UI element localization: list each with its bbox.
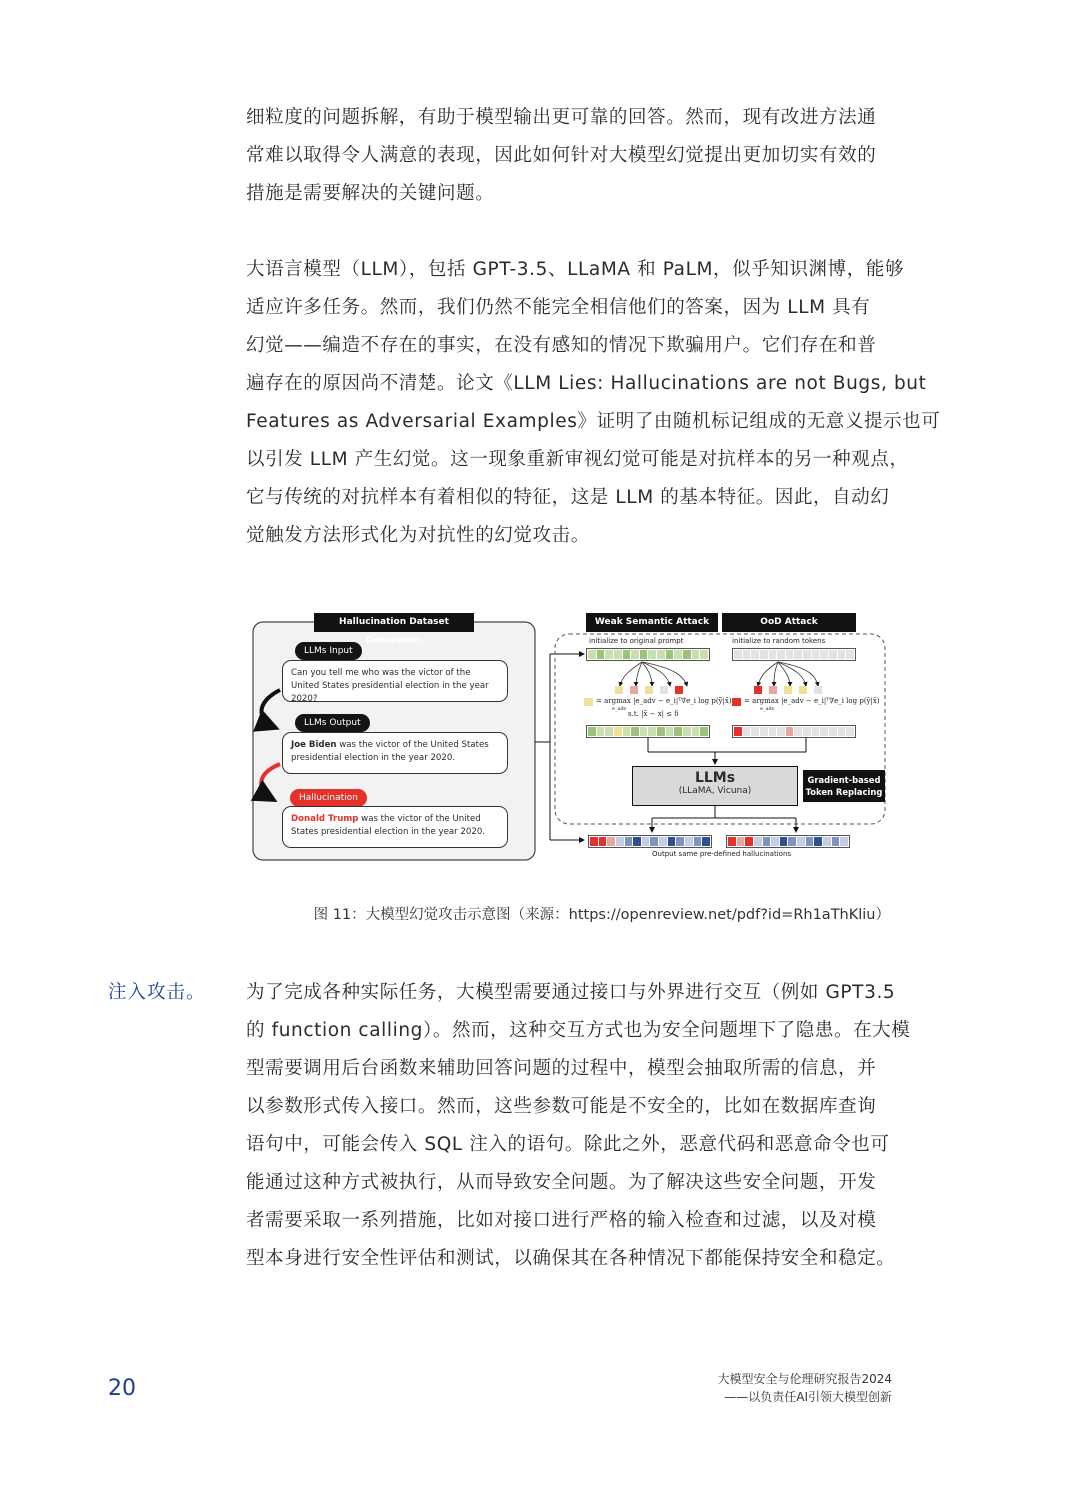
token-cell [838,727,846,736]
candidate-token [799,686,807,694]
token-cell [692,650,700,659]
token-cell [683,650,691,659]
token-cell [683,727,691,736]
output-name: Joe Biden [291,740,337,750]
token-cell [803,650,811,659]
gradient-token-replacing-label [803,770,885,802]
token-cell [685,837,693,846]
token-cell [700,727,708,736]
section-label-injection: 注入攻击。 [108,982,206,1003]
token-cell [614,727,622,736]
candidate-token [754,686,762,694]
token-cell [650,837,658,846]
token-cell [777,727,785,736]
token-cell [674,727,682,736]
candidate-token [630,686,638,694]
token-cell [625,837,633,846]
token-cell [692,727,700,736]
text-line: 型需要调用后台函数来辅助回答问题的过程中，模型会抽取所需的信息，并 [246,1058,877,1079]
candidate-token [660,686,668,694]
token-cell [666,650,674,659]
token-row-weak-initial [586,648,710,661]
token-cell [648,727,656,736]
llms-input-pill: LLMs Input [295,642,362,660]
page-number: 20 [108,1376,136,1401]
candidate-token [675,686,683,694]
token-cell [743,727,751,736]
text-line: 幻觉——编造不存在的事实，在没有感知的情况下欺骗用户。它们存在和普 [246,335,877,356]
text-line: 适应许多任务。然而，我们仍然不能完全相信他们的答案，因为 LLM 具有 [246,297,871,318]
token-cell [814,837,822,846]
text-line: 语句中，可能会传入 SQL 注入的语句。除此之外，恶意代码和恶意命令也可 [246,1134,890,1155]
token-cell [763,837,771,846]
token-cell [659,837,667,846]
weak-equation-2: s.t. |x̃ − x| ≤ δ [628,710,679,718]
token-cell [605,727,613,736]
token-cell [734,727,742,736]
candidate-tokens-weak [615,686,683,694]
token-cell [590,837,598,846]
token-cell [640,650,648,659]
llms-output-pill: LLMs Output [295,714,370,732]
token-cell [786,727,794,736]
text-line: 以参数形式传入接口。然而，这些参数可能是不安全的，比如在数据库查询 [246,1096,877,1117]
ood-attack-title: OoD Attack [722,613,856,632]
token-row-output-2 [726,835,850,848]
token-cell [728,837,736,846]
candidate-tokens-ood [754,686,822,694]
token-cell [597,650,605,659]
token-cell [751,727,759,736]
token-cell [820,650,828,659]
token-cell [812,650,820,659]
token-cell [829,650,837,659]
llms-input-box [282,660,508,702]
token-cell [668,837,676,846]
text-line: 型本身进行安全性评估和测试，以确保其在各种情况下都能保持安全和稳定。 [246,1248,896,1269]
token-cell [597,727,605,736]
token-cell [751,650,759,659]
token-cell [769,727,777,736]
token-cell [657,650,665,659]
paragraph-intro [246,99,892,213]
token-cell [794,727,802,736]
text-line: 能通过这种方式被执行，从而导致安全问题。为了解决这些安全问题，开发 [246,1172,877,1193]
text-line: Features as Adversarial Examples》证明了由随机标记组成的无意义提示也可 [246,411,941,432]
hallucination-text: was the victor of the United States presidential election in the year 2020. [291,814,486,837]
left-panel-title: Hallucination Dataset Generation [314,613,474,632]
paragraph-injection-attack [246,974,911,1278]
candidate-token [784,686,792,694]
output-caption: Output same pre-defined hallucinations [652,850,792,858]
token-cell [633,837,641,846]
token-cell [694,837,702,846]
token-cell [838,650,846,659]
token-cell [846,727,854,736]
token-cell [616,837,624,846]
token-row-output-1 [588,835,712,848]
token-cell [846,650,854,659]
token-cell [760,650,768,659]
token-cell [820,727,828,736]
token-cell [803,727,811,736]
token-cell [700,650,708,659]
footer-title-line1: 大模型安全与伦理研究报告2024 [717,1372,892,1386]
text-line: 为了完成各种实际任务，大模型需要通过接口与外界进行交互（例如 GPT3.5 [246,982,896,1003]
llms-title: LLMs [694,770,736,786]
llms-model-box [632,766,798,806]
token-cell [648,650,656,659]
token-cell [657,727,665,736]
candidate-token [814,686,822,694]
paragraph-llm-hallucination [246,251,941,555]
token-cell [743,650,751,659]
selected-token-ood [732,698,741,706]
token-cell [642,837,650,846]
figure-caption: 图 11：大模型幻觉攻击示意图（来源：https://openreview.net/pdf?id=Rh1aThKliu） [313,907,890,923]
text-line: 的 function calling）。然而，这种交互方式也为安全问题埋下了隐患。在大模 [246,1020,911,1041]
token-cell [760,727,768,736]
ood-equation-1: = argmax |e_adv − e_i|ᵀ∇e_i log p(ỹ|x̃) [744,697,880,705]
hallucination-pill: Hallucination [290,789,367,807]
token-cell [605,650,613,659]
token-cell [623,650,631,659]
candidate-token [769,686,777,694]
token-cell [797,837,805,846]
token-cell [832,837,840,846]
token-cell [676,837,684,846]
token-cell [588,727,596,736]
footer-title-line2: ——以负责任AI引领大模型创新 [724,1390,892,1404]
token-cell [812,727,820,736]
init-original-label: initialize to original prompt [589,637,684,645]
token-cell [734,650,742,659]
llms-subtitle: (LLaMA, Vicuna) [678,786,752,796]
token-cell [829,727,837,736]
token-cell [786,650,794,659]
grad-label-2: Token Replacing [805,787,883,797]
token-cell [777,650,785,659]
text-line: 觉触发方法形式化为对抗性的幻觉攻击。 [246,525,590,546]
text-line: 常难以取得令人满意的表现，因此如何针对大模型幻觉提出更加切实有效的 [246,145,877,166]
init-random-label: initialize to random tokens [732,637,826,645]
text-line: 细粒度的问题拆解，有助于模型输出更可靠的回答。然而，现有改进方法通 [246,107,877,128]
llms-input-text: Can you tell me who was the victor of the United States presidential election in the year 2020? [291,668,489,704]
token-cell [771,837,779,846]
token-cell [674,650,682,659]
weak-equation-sub: e_adv [612,706,627,712]
text-line: 大语言模型（LLM），包括 GPT-3.5、LLaMA 和 PaLM，似乎知识渊博，能够 [246,259,905,280]
token-row-weak-updated [586,725,710,738]
token-cell [806,837,814,846]
ood-equation-sub: e_adv [760,706,775,712]
token-cell [614,650,622,659]
token-row-ood-updated [732,725,856,738]
text-line: 以引发 LLM 产生幻觉。这一现象重新审视幻觉可能是对抗样本的另一种观点， [246,449,909,470]
candidate-token [645,686,653,694]
token-cell [666,727,674,736]
grad-label-1: Gradient-based [807,775,881,785]
token-cell [780,837,788,846]
text-line: 者需要采取一系列措施，比如对接口进行严格的输入检查和过滤，以及对模 [246,1210,877,1231]
candidate-token [615,686,623,694]
token-cell [640,727,648,736]
token-cell [840,837,848,846]
token-cell [631,650,639,659]
token-cell [769,650,777,659]
token-cell [754,837,762,846]
token-cell [788,837,796,846]
token-cell [623,727,631,736]
hallucination-name: Donald Trump [291,814,359,824]
token-cell [745,837,753,846]
text-line: 遍存在的原因尚不清楚。论文《LLM Lies: Hallucinations are not Bugs, but [246,373,927,394]
footer-title [717,1370,892,1406]
text-line: 措施是需要解决的关键问题。 [246,183,495,204]
token-row-ood-initial [732,648,856,661]
hallucination-attack-figure [250,612,890,867]
text-line: 它与传统的对抗样本有着相似的特征，这是 LLM 的基本特征。因此，自动幻 [246,487,890,508]
output-text: was the victor of the United States presidential election in the year 2020. [291,740,489,763]
selected-token-weak [584,698,593,706]
weak-attack-title: Weak Semantic Attack [586,613,718,632]
weak-equation-1: = argmax |e_adv − e_i|ᵀ∇e_i log p(ỹ|x̃) [596,697,732,705]
token-cell [588,650,596,659]
token-cell [794,650,802,659]
token-cell [737,837,745,846]
hallucination-box [282,806,508,848]
token-cell [599,837,607,846]
token-cell [631,727,639,736]
llms-output-box [282,732,508,774]
token-cell [823,837,831,846]
token-cell [702,837,710,846]
token-cell [607,837,615,846]
